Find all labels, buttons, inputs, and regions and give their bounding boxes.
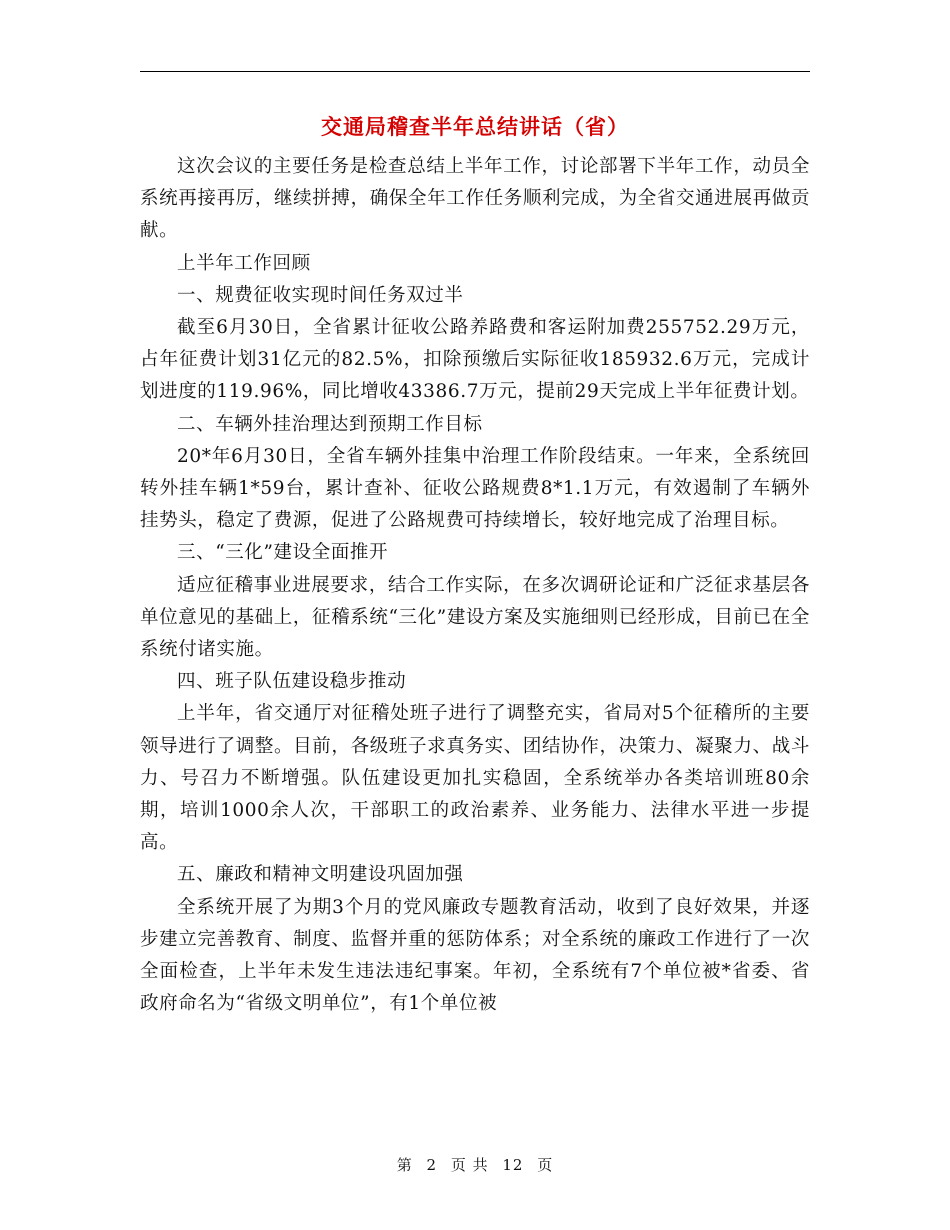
paragraph-team-building: 上半年，省交通厅对征稽处班子进行了调整充实，省局对5个征稽所的主要领导进行了调整。目前，各级班子求真务实、团结协作，决策力、凝聚力、战斗力、号召力不断增强。队伍建设更加扎实稳固，全系统举办各类培训班80余期，培训1000余人次，干部职工的政治素养、业务能力、法律水平进一步提高。 [140, 703, 810, 854]
section-heading-4: 四、班子队伍建设稳步推动 [177, 671, 407, 693]
header-rule [140, 71, 810, 72]
paragraph-intro: 这次会议的主要任务是检查总结上半年工作，讨论部署下半年工作，动员全系统再接再厉，继续拼搏，确保全年工作任务顺利完成，为全省交通进展再做贡献。 [140, 156, 810, 242]
document-body [140, 151, 810, 1020]
paragraph-three-transformations: 适应征稽事业进展要求，结合工作实际，在多次调研论证和广泛征求基层各单位意见的基础上，征稽系统“三化”建设方案及实施细则已经形成，目前已在全系统付诸实施。 [140, 574, 810, 661]
footer-page-number: 2 [426, 1156, 438, 1174]
section-heading-1: 一、规费征收实现时间任务双过半 [177, 284, 464, 306]
section-heading-review: 上半年工作回顾 [177, 252, 311, 274]
footer-suffix: 页 [537, 1156, 554, 1174]
section-heading-2: 二、车辆外挂治理达到预期工作目标 [177, 413, 483, 435]
page-footer [0, 1154, 950, 1175]
section-heading-5: 五、廉政和精神文明建设巩固加强 [177, 864, 464, 886]
footer-prefix: 第 [396, 1156, 413, 1174]
section-heading-3: 三、“三化”建设全面推开 [177, 542, 389, 564]
footer-mid: 页 共 [450, 1156, 489, 1174]
document-title: 交通局稽查半年总结讲话（省） [321, 114, 629, 139]
paragraph-vehicle-governance: 20*年6月30日，全省车辆外挂集中治理工作阶段结束。一年来，全系统回转外挂车辆1*59台，累计查补、征收公路规费8*1.1万元，有效遏制了车辆外挂势头，稳定了费源，促进了公路规费可持续增长，较好地完成了治理目标。 [140, 445, 810, 532]
paragraph-fee-collection: 截至6月30日，全省累计征收公路养路费和客运附加费255752.29万元，占年征费计划31亿元的82.5%，扣除预缴后实际征收185932.6万元，完成计划进度的119.96%，同比增收43386.7万元，提前29天完成上半年征费计划。 [140, 317, 810, 403]
paragraph-integrity: 全系统开展了为期3个月的党风廉政专题教育活动，收到了良好效果，并逐步建立完善教育、制度、监督并重的惩防体系；对全系统的廉政工作进行了一次全面检查，上半年未发生违法违纪事案。年初，全系统有7个单位被*省委、省政府命名为“省级文明单位”，有1个单位被 [140, 896, 810, 1015]
footer-total-pages: 12 [502, 1156, 524, 1174]
